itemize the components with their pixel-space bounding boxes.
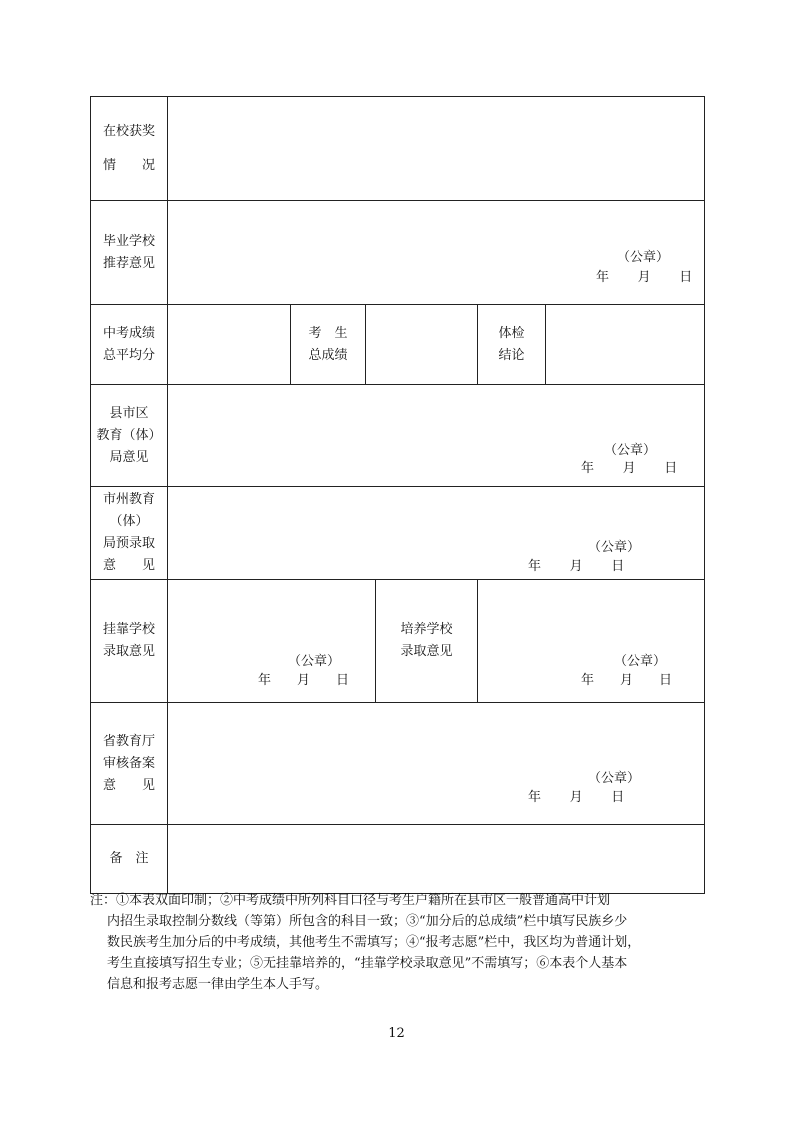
county-bureau-date: 年 月 日 bbox=[581, 461, 686, 476]
remarks-label: 备 注 bbox=[109, 851, 149, 866]
province-label-line2: 审核备案 bbox=[102, 755, 155, 771]
awards-label-line2: 情 况 bbox=[102, 157, 155, 173]
avg-score-label-line2: 总平均分 bbox=[102, 347, 155, 363]
attached-school-date: 年 月 日 bbox=[258, 673, 350, 688]
remarks-label-cell bbox=[91, 825, 168, 894]
city-bureau-value-cell[interactable] bbox=[168, 487, 705, 580]
footnote-line-4: 考生直接填写招生专业；⑤无挂靠培养的，“挂靠学校录取意见”不需填写；⑥本表个人基本 bbox=[107, 956, 628, 971]
footnote-line-3: 数民族考生加分后的中考成绩，其他考生不需填写；④“报考志愿”栏中，我区均为普通计划， bbox=[107, 935, 641, 950]
school-recommend-label-cell bbox=[91, 201, 168, 305]
school-recommend-value-cell[interactable] bbox=[168, 201, 705, 305]
county-bureau-label-line1: 县市区 bbox=[109, 405, 149, 421]
school-recommend-stamp: （公章） bbox=[617, 250, 670, 265]
attached-school-label-line1: 挂靠学校 bbox=[102, 622, 155, 637]
city-bureau-label-line3: 局预录取 bbox=[102, 536, 155, 551]
province-date: 年 月 日 bbox=[528, 790, 633, 805]
footnote-line-5: 信息和报考志愿一律由学生本人手写。 bbox=[107, 977, 329, 992]
remarks-row bbox=[91, 825, 705, 894]
school-recommend-row bbox=[91, 201, 705, 305]
footnote bbox=[90, 890, 689, 995]
attached-school-label-cell bbox=[91, 580, 168, 703]
training-school-value-cell[interactable] bbox=[478, 580, 705, 703]
page-number: 12 bbox=[388, 1026, 405, 1041]
admission-form-table bbox=[90, 96, 705, 894]
footnote-line-1: 注：①本表双面印制；②中考成绩中所列科目口径与考生户籍所在县市区一般普通高中计划 bbox=[90, 893, 611, 908]
health-value-cell[interactable] bbox=[546, 305, 705, 385]
county-bureau-label-line3: 局意见 bbox=[109, 449, 149, 465]
school-recommend-label-line1: 毕业学校 bbox=[102, 233, 155, 249]
health-label-line1: 体检 bbox=[498, 325, 525, 341]
province-row bbox=[91, 703, 705, 825]
awards-label-line1: 在校获奖 bbox=[102, 123, 155, 139]
training-school-label-line2: 录取意见 bbox=[400, 644, 453, 659]
health-label-line2: 结论 bbox=[498, 347, 525, 363]
total-score-label-line2: 总成绩 bbox=[308, 347, 348, 363]
training-school-stamp: （公章） bbox=[614, 654, 667, 669]
province-stamp: （公章） bbox=[588, 771, 641, 786]
avg-score-label-line1: 中考成绩 bbox=[102, 325, 155, 341]
total-score-value-cell[interactable] bbox=[366, 305, 478, 385]
awards-label-cell bbox=[91, 97, 168, 201]
total-score-label-line1: 考 生 bbox=[308, 325, 348, 341]
city-bureau-label-line4: 意 见 bbox=[102, 558, 155, 573]
footnote-line-2: 内招生录取控制分数线（等第）所包含的科目一致；③“加分后的总成绩”栏中填写民族乡少 bbox=[107, 914, 628, 929]
school-recommend-label-line2: 推荐意见 bbox=[102, 255, 155, 271]
avg-score-value-cell[interactable] bbox=[168, 305, 291, 385]
county-bureau-label-cell bbox=[91, 385, 168, 487]
avg-score-label-cell bbox=[91, 305, 168, 385]
city-bureau-stamp: （公章） bbox=[588, 540, 641, 555]
awards-value-cell[interactable] bbox=[168, 97, 705, 201]
training-school-label-cell bbox=[376, 580, 478, 703]
county-bureau-value-cell[interactable] bbox=[168, 385, 705, 487]
total-score-label-cell bbox=[291, 305, 366, 385]
city-bureau-label-cell bbox=[91, 487, 168, 580]
attached-school-label-line2: 录取意见 bbox=[102, 644, 155, 659]
training-school-date: 年 月 日 bbox=[581, 673, 673, 688]
city-bureau-date: 年 月 日 bbox=[528, 559, 633, 574]
scores-row bbox=[91, 305, 705, 385]
awards-row bbox=[91, 97, 705, 201]
remarks-value-cell[interactable] bbox=[168, 825, 705, 894]
attached-school-value-cell[interactable] bbox=[168, 580, 376, 703]
admission-row bbox=[91, 580, 705, 703]
city-bureau-row bbox=[91, 487, 705, 580]
city-bureau-label-line1: 市州教育 bbox=[102, 492, 155, 507]
province-label-line1: 省教育厅 bbox=[102, 733, 155, 749]
province-label-cell bbox=[91, 703, 168, 825]
province-label-line3: 意 见 bbox=[102, 777, 155, 793]
attached-school-stamp: （公章） bbox=[288, 654, 341, 669]
health-label-cell bbox=[478, 305, 546, 385]
city-bureau-label-line2: （体） bbox=[109, 514, 149, 529]
school-recommend-date: 年 月 日 bbox=[596, 270, 701, 285]
province-value-cell[interactable] bbox=[168, 703, 705, 825]
county-bureau-row bbox=[91, 385, 705, 487]
training-school-label-line1: 培养学校 bbox=[400, 622, 453, 637]
county-bureau-stamp: （公章） bbox=[604, 443, 657, 458]
county-bureau-label-line2: 教育（体） bbox=[96, 427, 162, 443]
